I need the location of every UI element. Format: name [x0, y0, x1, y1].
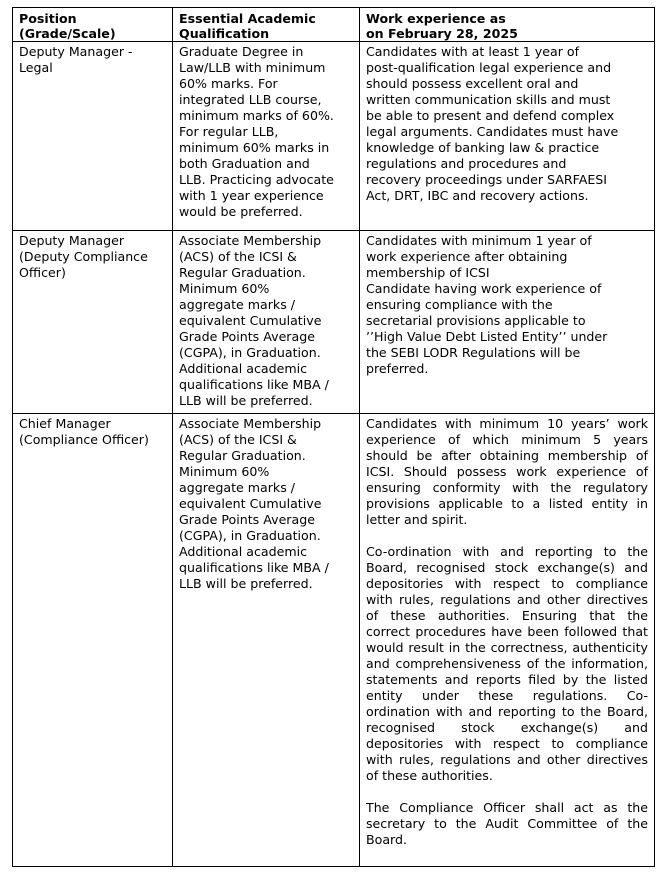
table-row: [13, 42, 655, 231]
eligibility-table: [12, 7, 655, 867]
table-row: [13, 414, 655, 867]
header-qualification: Essential Academic Qualification: [173, 8, 360, 42]
header-experience: Work experience as on February 28, 2025: [360, 8, 655, 42]
experience-cell: Candidates with at least 1 year of post-qualification legal experience and should possess excellent oral and written communication skills and must be able to present and defend complex legal arguments. Candidates must have knowledge of banking law & practice regulations and procedures and recovery proceedings under SARFAESI Act, DRT, IBC and recovery actions.: [360, 42, 655, 231]
experience-cell: [360, 414, 655, 867]
experience-paragraph: Co-ordination with and reporting to the Board, recognised stock exchange(s) and depositories with respect to compliance with rules, regulations and other directives of these authorities. Ensuring that the correct procedures have been followed that would result in the correctness, authenticity and comprehensiveness of the information, statements and reports filed by the listed entity under these regulations. Co-ordination with and reporting to the Board, recognised stock exchange(s) and depositories with respect to compliance with rules, regulations and other directives of these authorities.: [366, 544, 648, 783]
table-header-row: [13, 8, 655, 42]
qualification-cell: Graduate Degree in Law/LLB with minimum 60% marks. For integrated LLB course, minimum marks of 60%. For regular LLB, minimum 60% marks in both Graduation and LLB. Practicing advocate with 1 year experience would be preferred.: [173, 42, 360, 231]
position-cell: Deputy Manager - Legal: [13, 42, 173, 231]
position-cell: Deputy Manager (Deputy Compliance Officer): [13, 231, 173, 414]
header-position: Position (Grade/Scale): [13, 8, 173, 42]
qualification-cell: Associate Membership (ACS) of the ICSI & Regular Graduation. Minimum 60% aggregate marks / equivalent Cumulative Grade Points Average (CGPA), in Graduation. Additional academic qualifications like MBA / LLB will be preferred.: [173, 414, 360, 867]
experience-paragraph: Candidates with minimum 10 years’ work experience of which minimum 5 years should be after obtaining membership of ICSI. Should possess work experience of ensuring conformity with the regulatory provisions applicable to a listed entity in letter and spirit.: [366, 416, 648, 527]
table-row: [13, 231, 655, 414]
experience-cell: Candidates with minimum 1 year of work experience after obtaining membership of ICSI Candidate having work experience of ensuring compliance with the secretarial provisions applicable to ’’High Value Debt Listed Entity’’ under the SEBI LODR Regulations will be preferred.: [360, 231, 655, 414]
qualification-cell: Associate Membership (ACS) of the ICSI & Regular Graduation. Minimum 60% aggregate marks / equivalent Cumulative Grade Points Average (CGPA), in Graduation. Additional academic qualifications like MBA / LLB will be preferred.: [173, 231, 360, 414]
position-cell: Chief Manager (Compliance Officer): [13, 414, 173, 867]
experience-paragraph: The Compliance Officer shall act as the secretary to the Audit Committee of the Board.: [366, 800, 648, 847]
